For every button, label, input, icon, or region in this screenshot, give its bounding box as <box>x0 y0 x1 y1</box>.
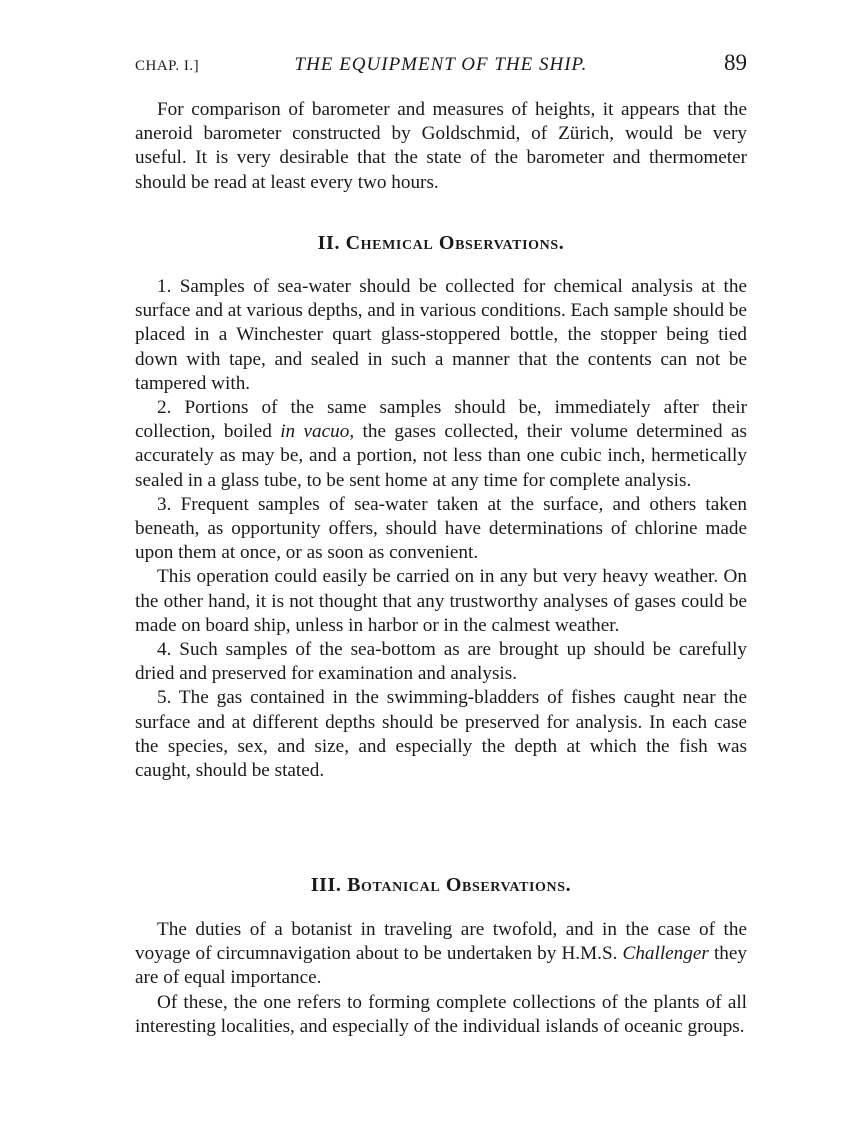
chemical-paragraph-3-continued: This operation could easily be carried on in any but very heavy weather. On the other hand, it is not thought that any trustworthy analyses of gases could be made on board ship, unless in harbor or in the calmest weather. <box>135 566 747 636</box>
page-number: 89 <box>724 50 747 75</box>
running-title: THE EQUIPMENT OF THE SHIP. <box>294 54 588 75</box>
chapter-label: CHAP. I.] <box>135 58 200 74</box>
chemical-paragraph-2-end: , the gases collected, their volume determined as accurately as may be, and a portion, not less than one cubic inch, hermetically sealed in a glass tube, to be sent home at any time for complete analysis. <box>135 421 747 491</box>
page-header <box>135 48 747 82</box>
chemical-paragraph-3: 3. Frequent samples of sea-water taken at the surface, and others taken beneath, as opportunity offers, should have determinations of chlorine made upon them at once, or as soon as convenient. <box>135 493 747 564</box>
intro-paragraph: For comparison of barometer and measures of heights, it appears that the aneroid barometer constructed by Goldschmid, of Zürich, would be very useful. It is very desirable that the state of the barometer and thermometer should be read at least every two hours. <box>135 99 747 193</box>
in-vacuo-italic: in vacuo <box>280 421 350 443</box>
botanical-observations-section <box>135 918 747 1039</box>
chemical-paragraph-5: 5. The gas contained in the swimming-bladders of fishes caught near the surface and at different depths should be preserved for analysis. In each case the species, sex, and size, and especially the depth at which the fish was caught, should be stated. <box>135 687 747 782</box>
chemical-observations-section <box>135 275 747 783</box>
intro-section <box>135 98 747 195</box>
botanical-paragraph-1-end: they are of equal importance. <box>135 943 747 989</box>
botanical-observations-heading: III. Botanical Observations. <box>310 874 572 896</box>
botanical-paragraph-1-start: The duties of a botanist in traveling are twofold, and in the case of the voyage of circumnavigation about to be undertaken by H.M.S. <box>135 919 747 965</box>
chemical-paragraph-1: 1. Samples of sea-water should be collected for chemical analysis at the surface and at various depths, and in various conditions. Each sample should be placed in a Winchester quart glass-stoppered bottle, the stopper being tied down with tape, and sealed in such a manner that the contents can not be tampered with. <box>135 276 747 394</box>
chemical-paragraph-2 <box>135 396 747 493</box>
chemical-paragraph-4: 4. Such samples of the sea-bottom as are brought up should be carefully dried and preserved for examination and analysis. <box>135 639 747 685</box>
challenger-italic: Challenger <box>622 943 709 965</box>
chemical-observations-heading: II. Chemical Observations. <box>317 232 565 254</box>
botanical-paragraph-1 <box>135 918 747 991</box>
botanical-paragraph-2: Of these, the one refers to forming complete collections of the plants of all interesting localities, and especially of the individual islands of oceanic groups. <box>135 991 747 1037</box>
chemical-paragraph-2-start: 2. Portions of the same samples should be, immediately after their collection, boiled <box>135 397 747 443</box>
